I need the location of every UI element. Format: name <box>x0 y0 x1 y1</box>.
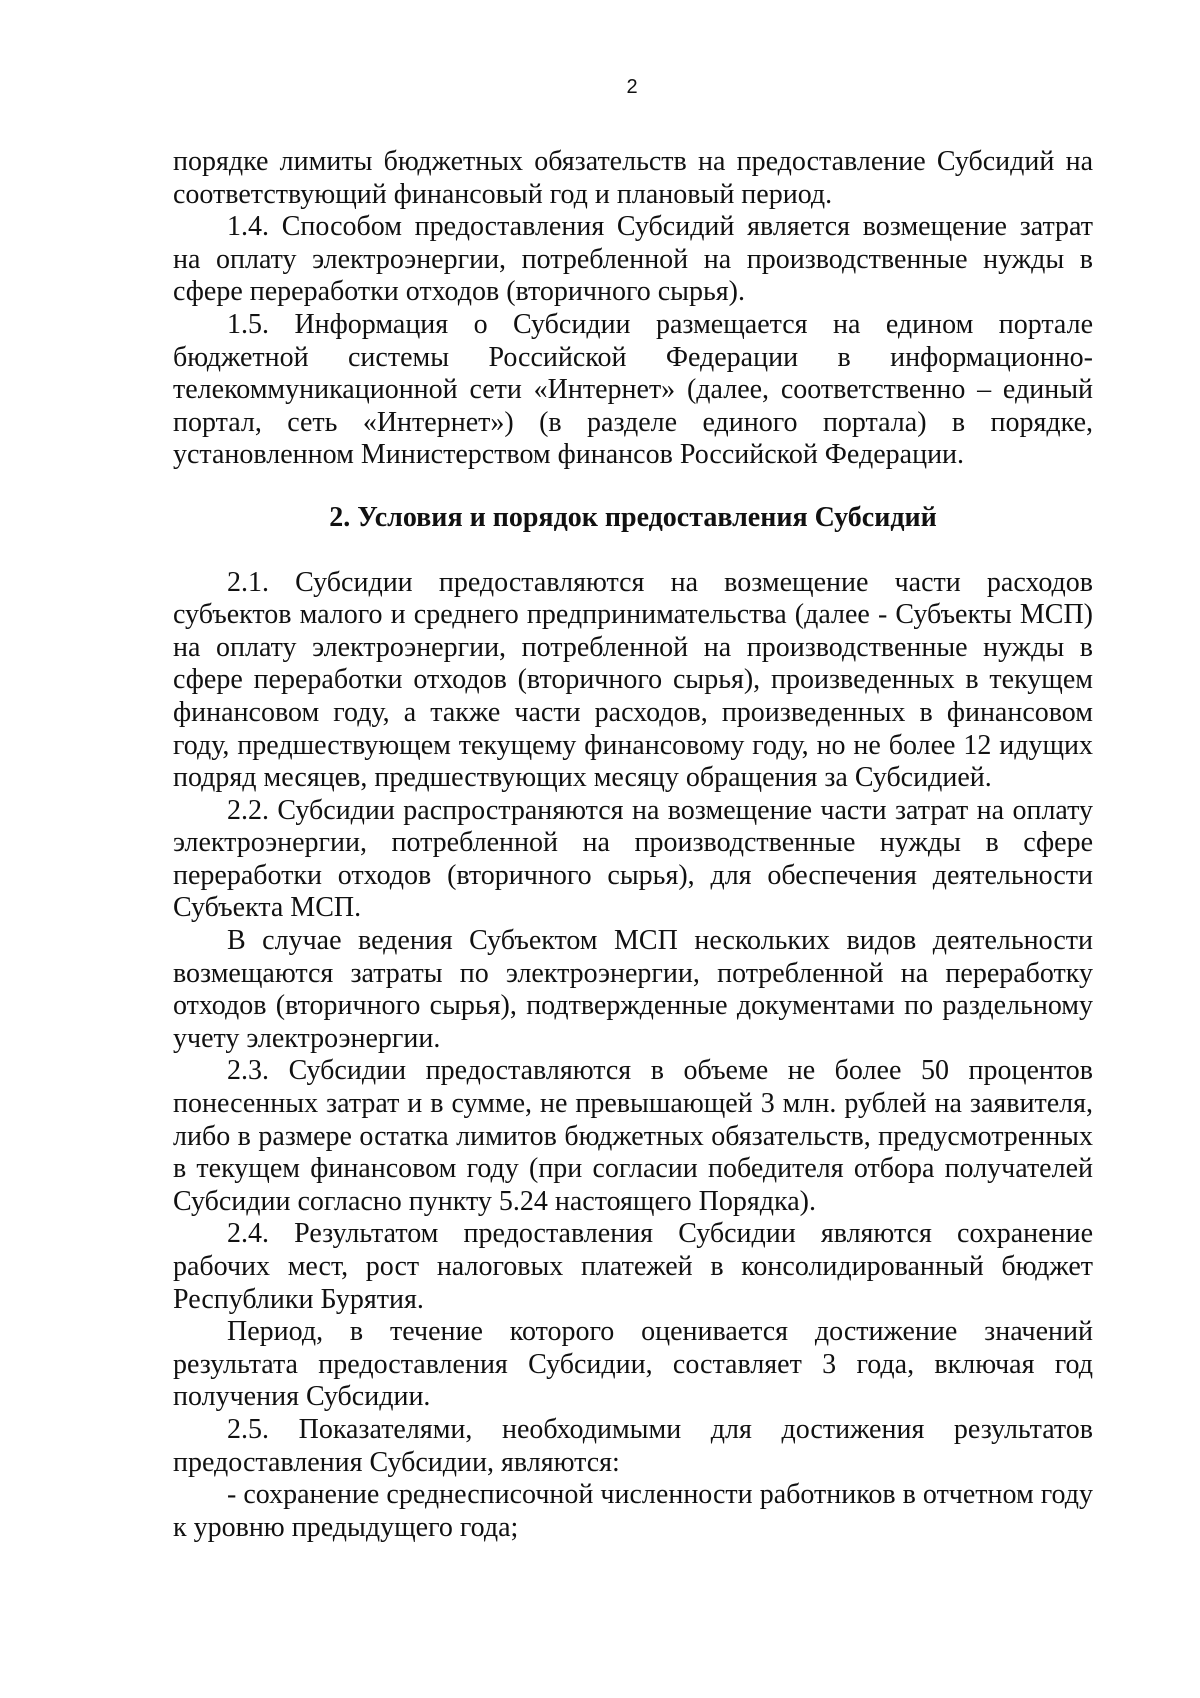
paragraph-1-4: 1.4. Способом предоставления Субсидий является возмещение затрат на оплату электроэнергии, потребленной на производственные нужды в сфере переработки отходов (вторичного сырья). <box>173 211 1093 308</box>
document-body <box>173 146 1093 1544</box>
paragraph-2-2: 2.2. Субсидии распространяются на возмещение части затрат на оплату электроэнергии, потребленной на производственные нужды в сфере переработки отходов (вторичного сырья), для обеспечения деятельности Субъекта МСП. <box>173 794 1093 924</box>
paragraph-2-4-period: Период, в течение которого оценивается достижение значений результата предоставления Субсидии, составляет 3 года, включая год получения Субсидии. <box>173 1316 1093 1413</box>
paragraph-2-2-note: В случае ведения Субъектом МСП нескольких видов деятельности возмещаются затраты по электроэнергии, потребленной на переработку отходов (вторичного сырья), подтвержденные документами по раздельному учету электроэнергии. <box>173 925 1093 1054</box>
list-item: - сохранение среднесписочной численности работников в отчетном году к уровню предыдущего года; <box>173 1479 1093 1543</box>
paragraph-2-3: 2.3. Субсидии предоставляются в объеме не более 50 процентов понесенных затрат и в сумме, не превышающей 3 млн. рублей на заявителя, либо в размере остатка лимитов бюджетных обязательств, предусмотренных в текущем финансовом году (при согласии победителя отбора получателей Субсидии согласно пункту 5.24 настоящего Порядка). <box>173 1055 1093 1217</box>
page-number: 2 <box>626 76 638 98</box>
paragraph-2-1: 2.1. Субсидии предоставляются на возмещение части расходов субъектов малого и среднего предпринимательства (далее - Субъекты МСП) на оплату электроэнергии, потребленной на производственные нужды в сфере переработки отходов (вторичного сырья), произведенных в текущем финансовом году, а также части расходов, произведенных в финансовом году, предшествующем текущему финансовому году, но не более 12 идущих подряд месяцев, предшествующих месяцу обращения за Субсидией. <box>173 566 1093 794</box>
section-heading: 2. Условия и порядок предоставления Субсидий <box>329 501 937 533</box>
paragraph-1-5: 1.5. Информация о Субсидии размещается на едином портале бюджетной системы Российской Федерации в информационно-телекоммуникационной сети «Интернет» (далее, соответственно – единый портал, сеть «Интернет») (в разделе единого портала) в порядке, установленном Министерством финансов Российской Федерации. <box>173 308 1093 471</box>
paragraph-2-5: 2.5. Показателями, необходимыми для достижения результатов предоставления Субсидии, являются: <box>173 1413 1093 1478</box>
paragraph-continuation: порядке лимиты бюджетных обязательств на предоставление Субсидий на соответствующий финансовый год и плановый период. <box>173 146 1093 210</box>
paragraph-2-4: 2.4. Результатом предоставления Субсидии являются сохранение рабочих мест, рост налоговых платежей в консолидированный бюджет Республики Бурятия. <box>173 1218 1093 1315</box>
